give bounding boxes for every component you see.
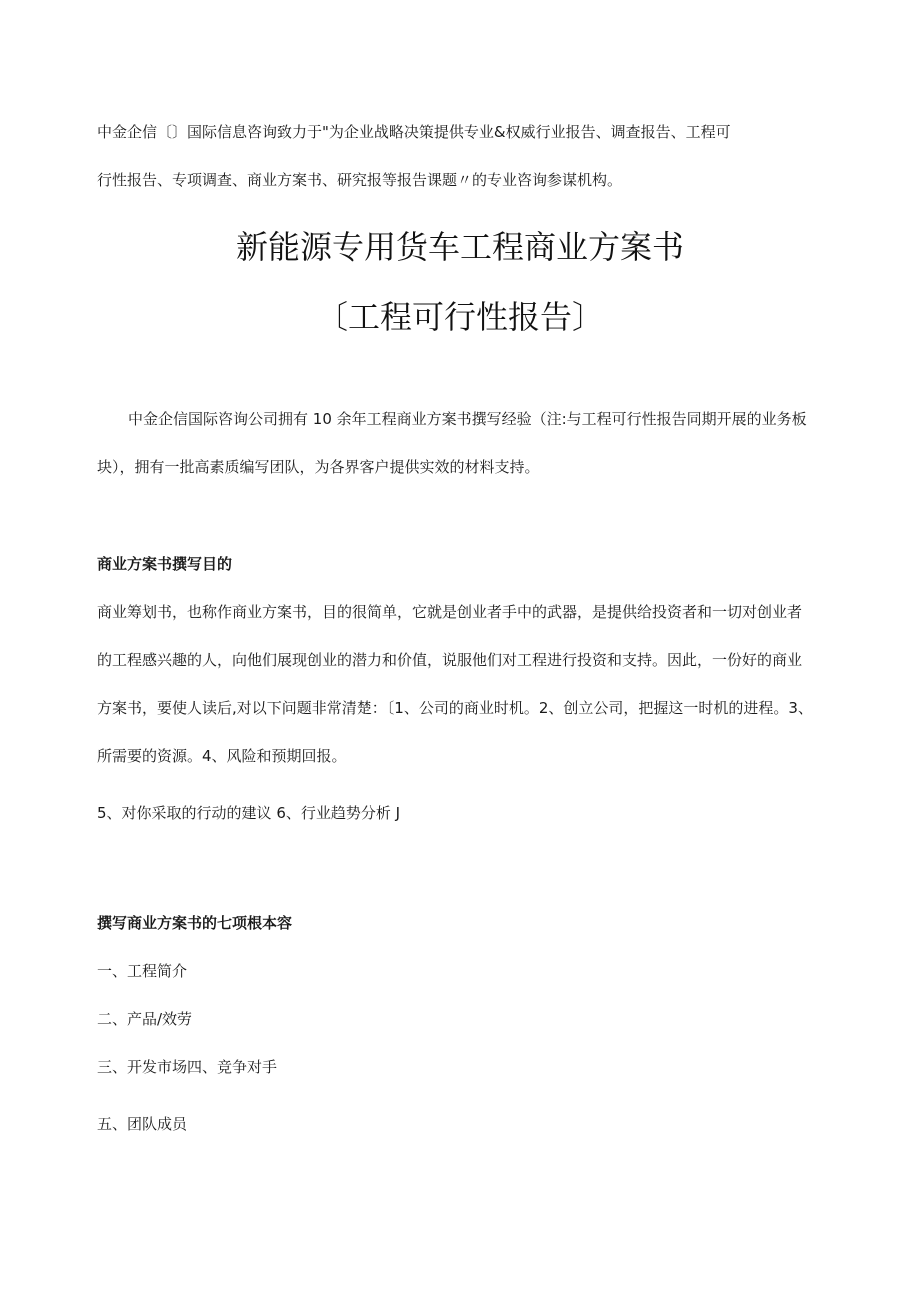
document-subtitle: 〔工程可行性报告〕 [315, 298, 604, 336]
document-title: 新能源专用货车工程商业方案书 [235, 228, 684, 266]
company-line-2: 块），拥有一批高素质编写团队，为各界客户提供实效的材料支持。 [97, 458, 540, 476]
contents-item: 三、开发市场四、竞争对手 [97, 1058, 278, 1076]
purpose-line: 方案书，要使人读后,对以下问题非常清楚：〔1、公司的商业时机。2、创立公司，把握这一时机的进程。3、 [97, 699, 813, 717]
purpose-heading: 商业方案书撰写目的 [97, 555, 233, 573]
contents-item: 二、产品/效劳 [97, 1010, 193, 1028]
purpose-line: 5、对你采取的行动的建议 6、行业趋势分析 J [97, 804, 401, 822]
purpose-line: 所需要的资源。4、风险和预期回报。 [97, 747, 347, 765]
contents-heading: 撰写商业方案书的七项根本容 [97, 914, 293, 932]
intro-line-1: 中金企信〔〕国际信息咨询致力于"为企业战略决策提供专业&权威行业报告、调查报告、工程可 [97, 123, 731, 141]
purpose-line: 的工程感兴趣的人，向他们展现创业的潜力和价值，说服他们对工程进行投资和支持。因此，一份好的商业 [97, 651, 803, 669]
purpose-line: 商业筹划书，也称作商业方案书，目的很简单，它就是创业者手中的武器，是提供给投资者和一切对创业者 [97, 603, 803, 621]
intro-line-2: 行性报告、专项调查、商业方案书、研究报等报告课题〃的专业咨询参谋机构。 [97, 171, 623, 189]
contents-item: 五、团队成员 [97, 1115, 188, 1133]
contents-item: 一、工程简介 [97, 962, 188, 980]
company-line-1: 中金企信国际咨询公司拥有 10 余年工程商业方案书撰写经验（注:与工程可行性报告同期开展的业务板 [128, 410, 807, 428]
